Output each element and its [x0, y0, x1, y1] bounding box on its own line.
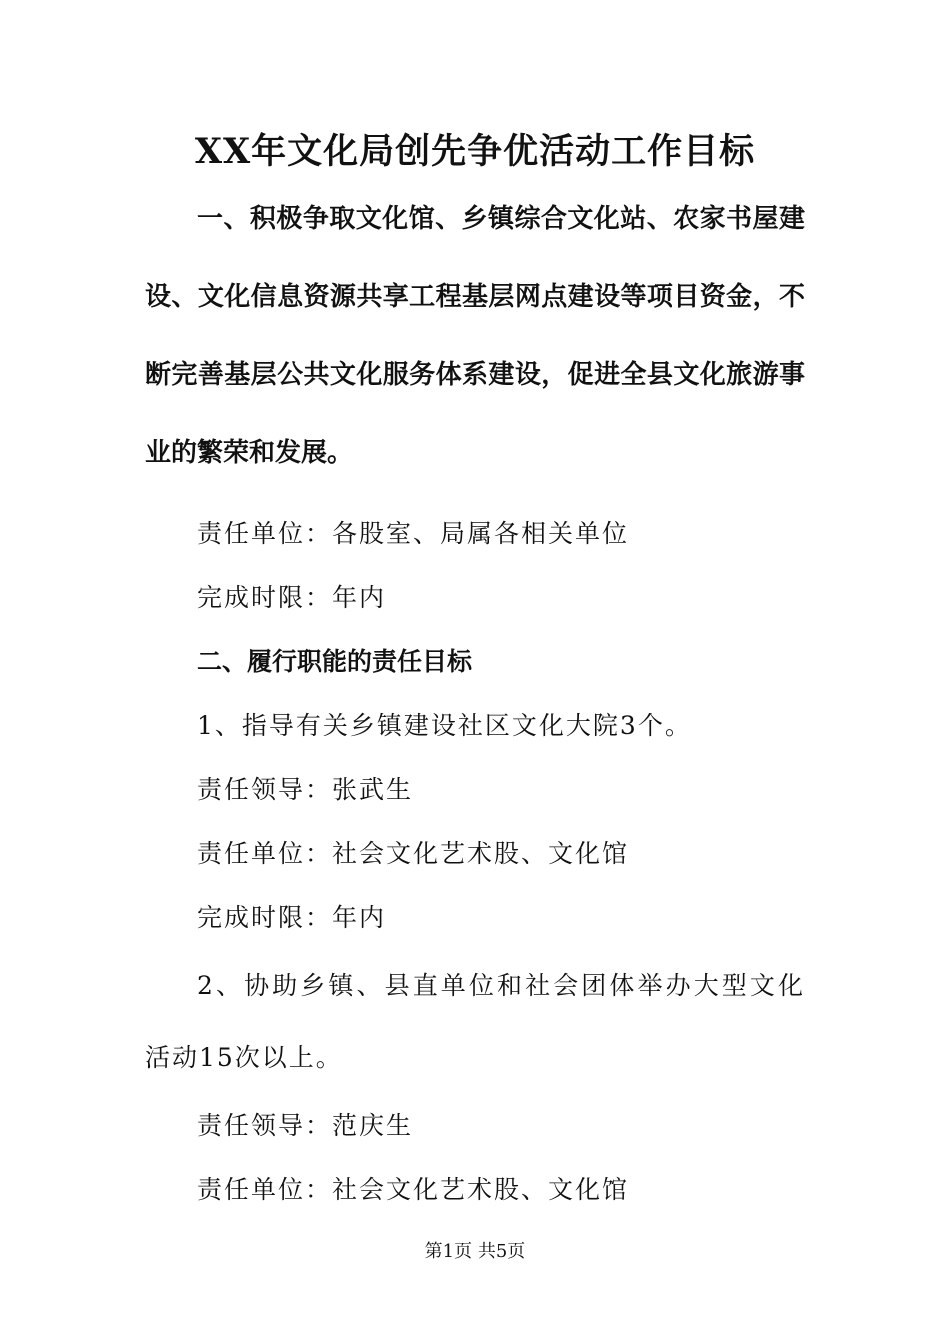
item2-unit: 责任单位：社会文化艺术股、文化馆	[197, 1175, 630, 1204]
section2-heading: 二、履行职能的责任目标	[197, 647, 473, 676]
item2-text: 2、协助乡镇、县直单位和社会团体举办大型文化活动15次以上。	[145, 971, 805, 1072]
item2-leader: 责任领导：范庆生	[197, 1111, 414, 1140]
item1-text: 1、指导有关乡镇建设社区文化大院3个。	[197, 711, 692, 740]
section1-paragraph: 一、积极争取文化馆、乡镇综合文化站、农家书屋建设、文化信息资源共享工程基层网点建设等项目资金，不断完善基层公共文化服务体系建设，促进全县文化旅游事业的繁荣和发展。	[145, 204, 805, 468]
section1-deadline: 完成时限：年内	[197, 583, 387, 612]
page-number-footer: 第1页 共5页	[424, 1241, 526, 1262]
section1-responsible-unit: 责任单位：各股室、局属各相关单位	[197, 519, 630, 548]
document-body	[145, 180, 805, 1222]
document-title: XX年文化局创先争优活动工作目标	[194, 131, 756, 172]
item1-leader: 责任领导：张武生	[197, 775, 414, 804]
item1-deadline: 完成时限：年内	[197, 903, 387, 932]
item1-unit: 责任单位：社会文化艺术股、文化馆	[197, 839, 630, 868]
